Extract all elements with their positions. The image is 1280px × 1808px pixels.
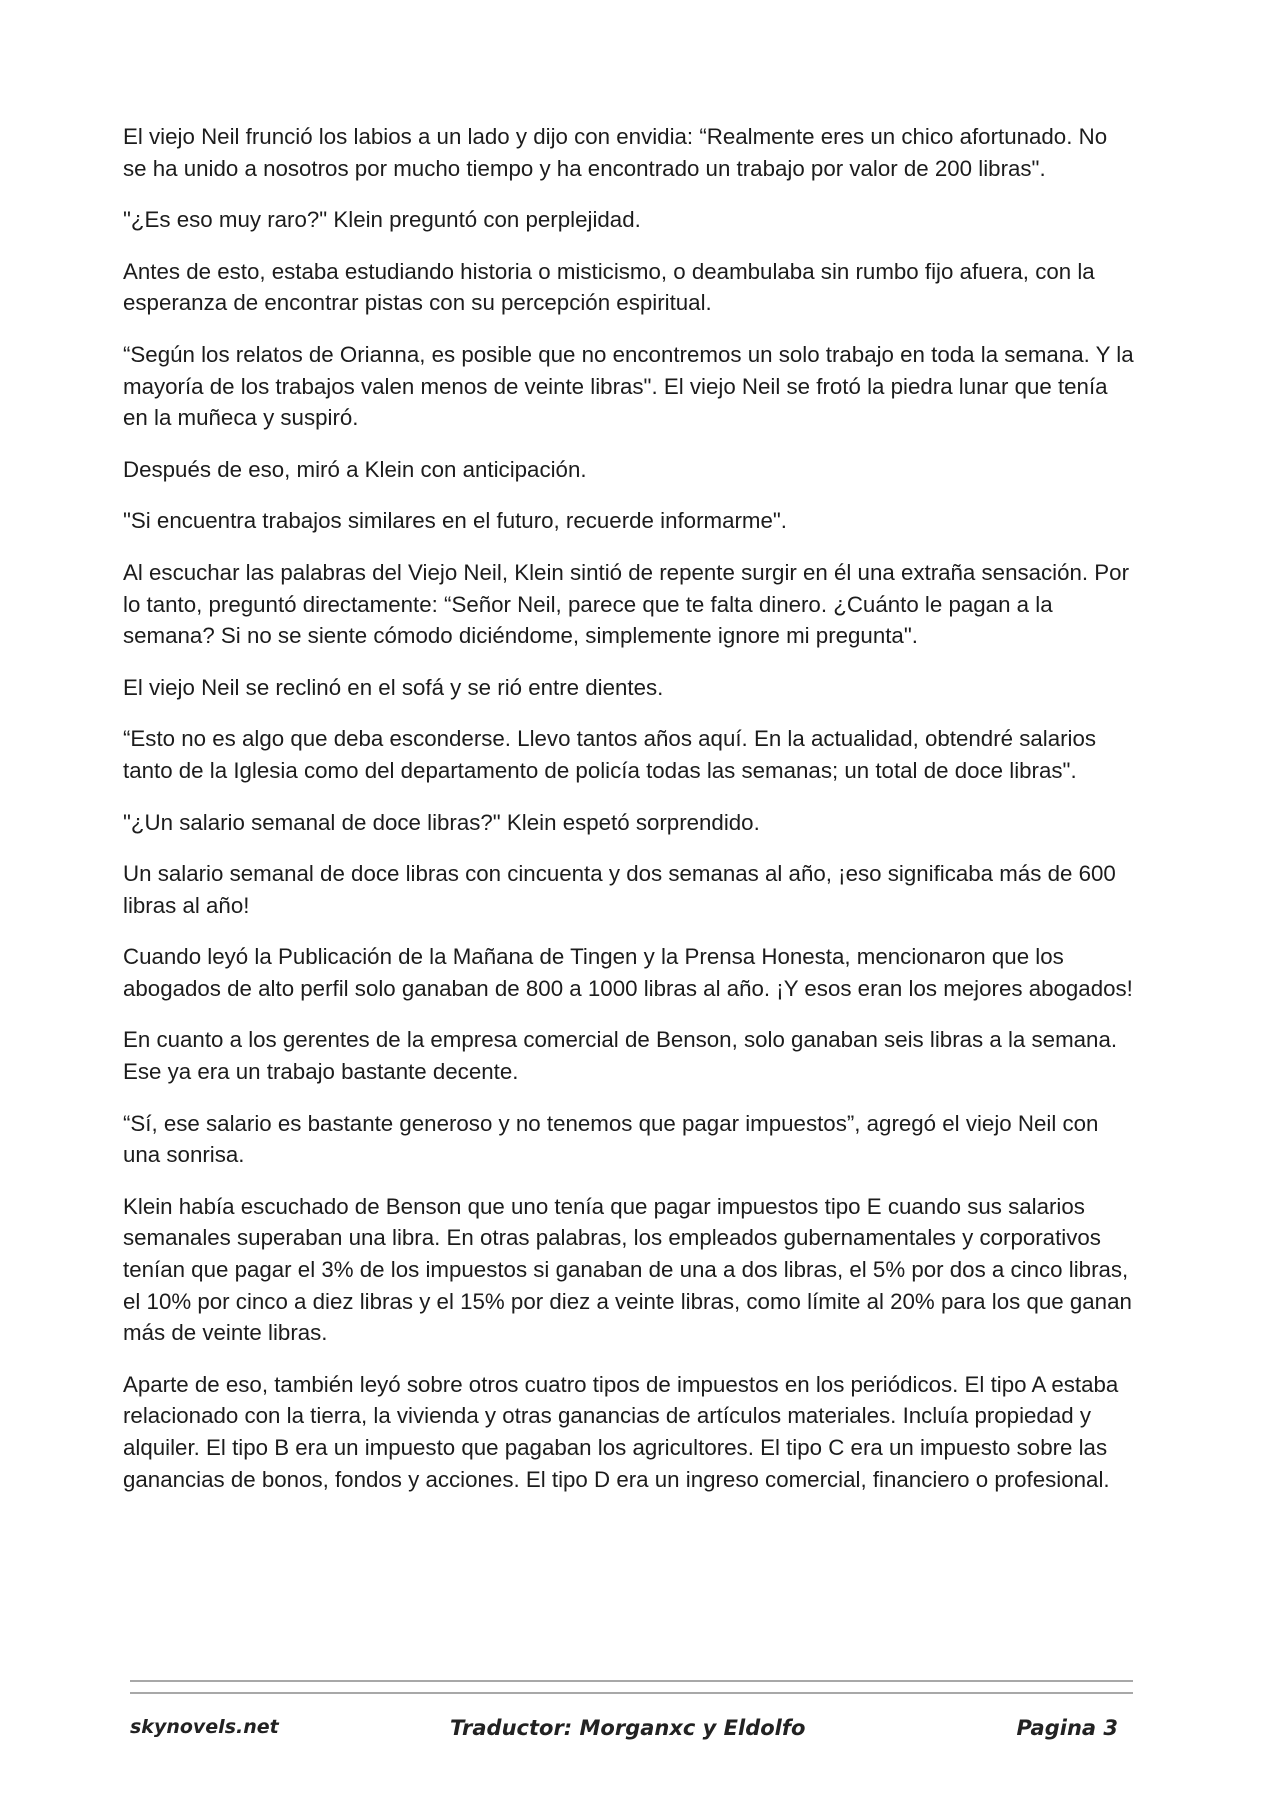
paragraph: El viejo Neil se reclinó en el sofá y se rió entre dientes.: [123, 674, 664, 700]
paragraph: Antes de esto, estaba estudiando historia o misticismo, o deambulaba sin rumbo fijo afuera, con la esperanza de encontrar pistas con su percepción espiritual.: [123, 258, 1095, 316]
footer-divider-bottom: [130, 1692, 1133, 1694]
paragraph: “Sí, ese salario es bastante generoso y no tenemos que pagar impuestos”, agregó el viejo Neil con una sonrisa.: [123, 1110, 1099, 1168]
footer-site: skynovels.net: [130, 1716, 279, 1738]
paragraph: “Según los relatos de Orianna, es posible que no encontremos un solo trabajo en toda la semana. Y la mayoría de los trabajos valen menos de veinte libras". El viejo Neil se frotó la piedra lunar que tenía en la muñeca y suspiró.: [123, 341, 1134, 431]
footer-translator: Traductor: Morganxc y Eldolfo: [450, 1716, 806, 1740]
paragraph: Un salario semanal de doce libras con cincuenta y dos semanas al año, ¡eso significaba más de 600 libras al año!: [123, 861, 1116, 918]
paragraph: Al escuchar las palabras del Viejo Neil, Klein sintió de repente surgir en él una extraña sensación. Por lo tanto, preguntó directamente: “Señor Neil, parece que te falta dinero. ¿Cuánto le pagan a la semana? Si no se siente cómodo diciéndome, simplemente ignore mi pregunta".: [123, 559, 1130, 649]
paragraph: Aparte de eso, también leyó sobre otros cuatro tipos de impuestos en los periódicos. El tipo A estaba relacionado con la tierra, la vivienda y otras ganancias de artículos materiales. Incluía propiedad y alquiler. El tipo B era un impuesto que pagaban los agricultores. El tipo C era un impuesto sobre las ganancias de bonos, fondos y acciones. El tipo D era un ingreso comercial, financiero o profesional.: [123, 1371, 1119, 1492]
page-footer: [0, 1716, 1280, 1752]
footer-divider-top: [130, 1680, 1133, 1682]
paragraph: Klein había escuchado de Benson que uno tenía que pagar impuestos tipo E cuando sus salarios semanales superaban una libra. En otras palabras, los empleados gubernamentales y corporativos tenían que pagar el 3% de los impuestos si ganaban de una a dos libras, el 5% por dos a cinco libras, el 10% por cinco a diez libras y el 15% por diez a veinte libras, como límite al 20% para los que ganan más de veinte libras.: [123, 1193, 1132, 1346]
paragraph: Después de eso, miró a Klein con anticipación.: [123, 456, 587, 482]
paragraph: En cuanto a los gerentes de la empresa comercial de Benson, solo ganaban seis libras a la semana. Ese ya era un trabajo bastante decente.: [123, 1027, 1118, 1085]
paragraph: "Si encuentra trabajos similares en el futuro, recuerde informarme".: [123, 508, 787, 534]
paragraph: Cuando leyó la Publicación de la Mañana de Tingen y la Prensa Honesta, mencionaron que los abogados de alto perfil solo ganaban de 800 a 1000 libras al año. ¡Y esos eran los mejores abogados!: [123, 944, 1133, 1001]
paragraph: El viejo Neil frunció los labios a un lado y dijo con envidia: “Realmente eres un chico afortunado. No se ha unido a nosotros por mucho tiempo y ha encontrado un trabajo por valor de 200 libras".: [123, 124, 1108, 181]
paragraph: “Esto no es algo que deba esconderse. Llevo tantos años aquí. En la actualidad, obtendré salarios tanto de la Iglesia como del departamento de policía todas las semanas; un total de doce libras".: [123, 726, 1097, 783]
paragraph: "¿Un salario semanal de doce libras?" Klein espetó sorprendido.: [123, 809, 760, 835]
paragraph: "¿Es eso muy raro?" Klein preguntó con perplejidad.: [123, 207, 641, 233]
document-body: [123, 121, 1135, 1515]
footer-page-number: Pagina 3: [1016, 1716, 1118, 1740]
